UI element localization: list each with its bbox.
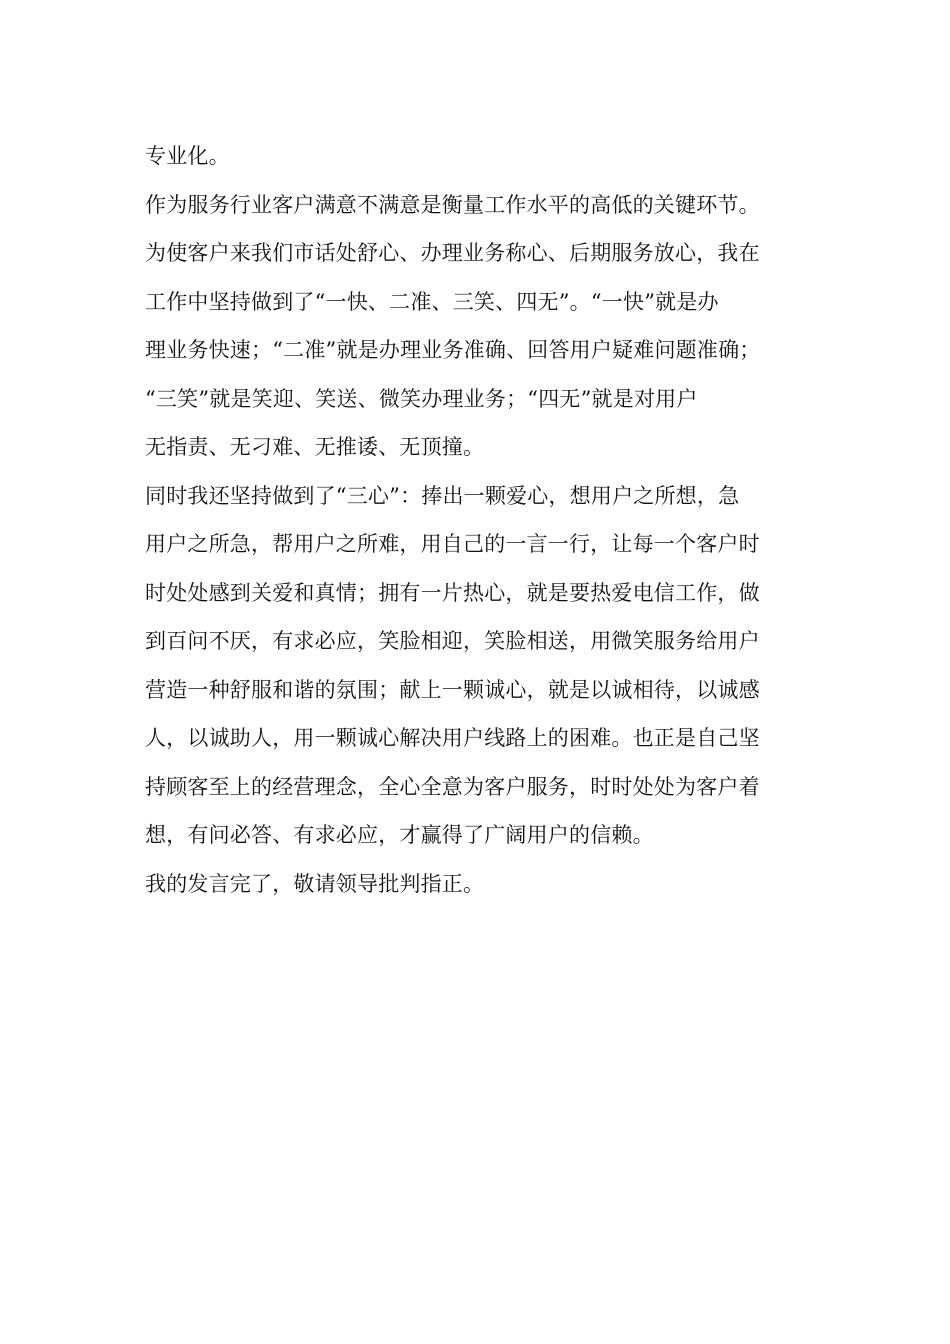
text-line: “三笑”就是笑迎、笑送、微笑办理业务；“四无”就是对用户 bbox=[145, 386, 698, 411]
text-line: 同时我还坚持做到了“三心”：捧出一颗爱心，想用户之所想，急 bbox=[145, 483, 740, 508]
text-line: 我的发言完了，敬请领导批判指正。 bbox=[145, 871, 485, 896]
text-line: 作为服务行业客户满意不满意是衡量工作水平的高低的关键环节。 bbox=[145, 192, 760, 217]
text-line: 无指责、无刁难、无推诿、无顶撞。 bbox=[145, 435, 485, 459]
text-line: 工作中坚持做到了“一快、二准、三笑、四无”。“一快”就是办 bbox=[145, 289, 719, 314]
text-line: 人，以诚助人，用一颗诚心解决用户线路上的困难。也正是自己坚 bbox=[145, 726, 760, 750]
text-line: 到百问不厌，有求必应，笑脸相迎，笑脸相送，用微笑服务给用户 bbox=[145, 629, 760, 653]
document-body bbox=[145, 132, 835, 908]
text-line: 想，有问必答、有求必应，才赢得了广阔用户的信赖。 bbox=[145, 823, 654, 847]
text-line: 时处处感到关爱和真情；拥有一片热心，就是要热爱电信工作，做 bbox=[145, 580, 760, 605]
text-line: 理业务快速；“二准”就是办理业务准确、回答用户疑难问题准确； bbox=[145, 338, 761, 362]
text-line: 为使客户来我们市话处舒心、办理业务称心、后期服务放心，我在 bbox=[145, 241, 760, 265]
text-line: 持顾客至上的经营理念，全心全意为客户服务，时时处处为客户着 bbox=[145, 774, 760, 799]
text-line: 专业化。 bbox=[145, 144, 230, 168]
text-line: 用户之所急，帮用户之所难，用自己的一言一行，让每一个客户时 bbox=[145, 532, 760, 556]
text-line: 营造一种舒服和谐的氛围；献上一颗诚心，就是以诚相待，以诚感 bbox=[145, 677, 760, 702]
